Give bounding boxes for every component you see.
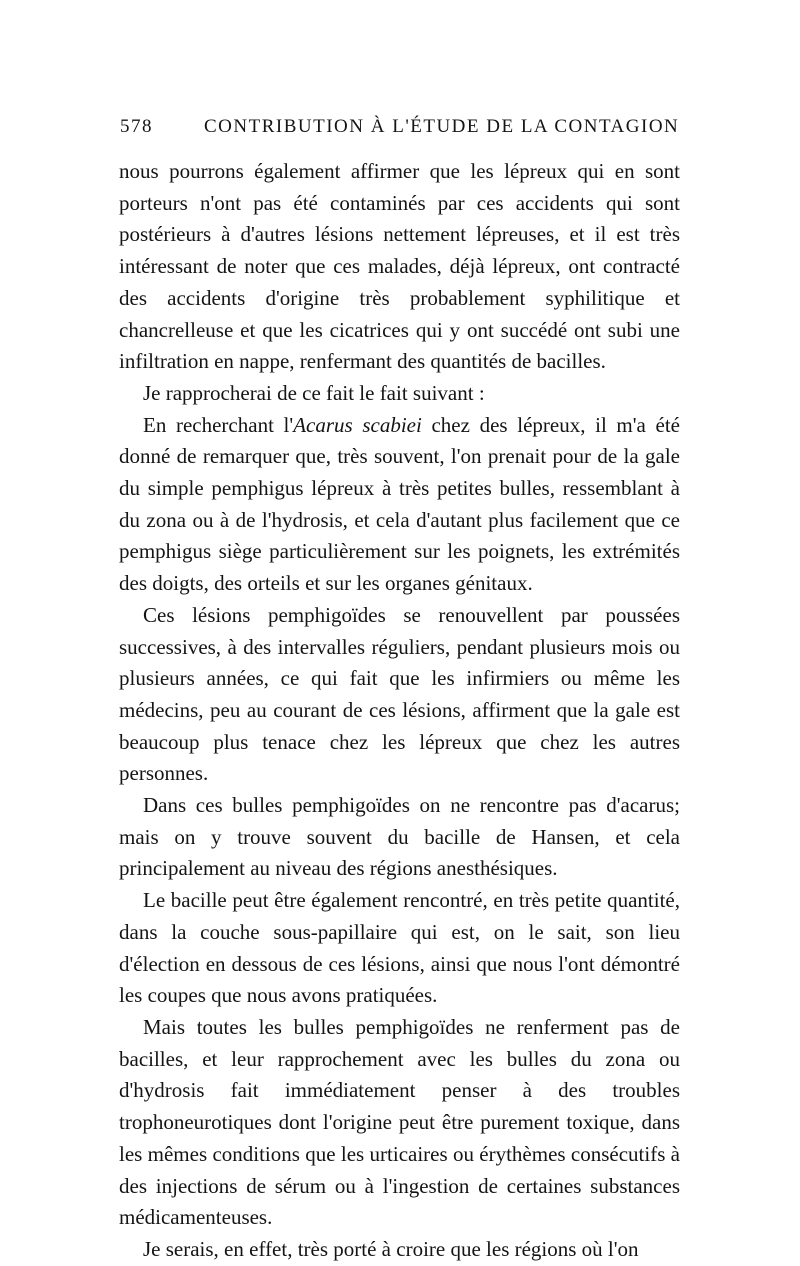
paragraph-5 <box>119 790 680 885</box>
body-text <box>119 156 680 1266</box>
paragraph-8-text: Je serais, en effet, très porté à croire que les régions où l'on <box>143 1236 639 1261</box>
paragraph-4 <box>119 600 680 790</box>
paragraph-6 <box>119 885 680 1012</box>
paragraph-3 <box>119 410 680 600</box>
paragraph-2 <box>119 378 680 410</box>
paragraph-5-text: Dans ces bulles pemphigoïdes on ne rencontre pas d'acarus; mais on y trouve souvent du bacille de Hansen, et cela principalement au niveau des régions anesthésiques. <box>119 793 680 881</box>
paragraph-4-text: Ces lésions pemphigoïdes se renouvellent par poussées successives, à des intervalles réguliers, pendant plusieurs mois ou plusieurs années, ce qui fait que les infirmiers ou même les médecins, peu au courant de ces lésions, affirment que la gale est beaucoup plus tenace chez les lépreux que chez les autres personnes. <box>119 602 680 786</box>
paragraph-1 <box>119 156 680 378</box>
paragraph-3-after-text: chez des lépreux, il m'a été donné de remarquer que, très souvent, l'on prenait pour de la gale du simple pemphigus lépreux à très petites bulles, ressemblant à du zona ou à de l'hydrosis, et cela d'autant plus facilement que ce pemphigus siège particulièrement sur les poignets, les extrémités des doigts, des orteils et sur les organes génitaux. <box>119 412 681 596</box>
paragraph-3-before-text: En recherchant l' <box>143 412 294 437</box>
paragraph-1-text: nous pourrons également affirmer que les lépreux qui en sont porteurs n'ont pas été contaminés par ces accidents qui sont postérieurs à d'autres lésions nettement lépreuses, et il est très intéressant de noter que ces malades, déjà lépreux, ont contracté des accidents d'origine très probablement syphilitique et chancrelleuse et que les cicatrices qui y ont succédé ont subi une infiltration en nappe, renfermant des quantités de bacilles. <box>119 159 680 374</box>
paragraph-7 <box>119 1012 680 1234</box>
running-title: CONTRIBUTION À L'ÉTUDE DE LA CONTAGION <box>204 116 680 137</box>
page-header <box>120 116 680 146</box>
paragraph-2-text: Je rapprocherai de ce fait le fait suivant : <box>143 380 485 405</box>
paragraph-8 <box>119 1234 680 1266</box>
paragraph-6-text: Le bacille peut être également rencontré, en très petite quantité, dans la couche sous-papillaire qui est, on le sait, son lieu d'élection en dessous de ces lésions, ainsi que nous l'ont démontré les coupes que nous avons pratiquées. <box>119 888 680 1008</box>
page-number: 578 <box>120 116 153 137</box>
paragraph-7-text: Mais toutes les bulles pemphigoïdes ne renferment pas de bacilles, et leur rapprochement avec les bulles du zona ou d'hydrosis fait immédiatement penser à des troubles trophoneurotiques dont l'origine peut être purement toxique, dans les mêmes conditions que les urticaires ou érythèmes consécutifs à des injections de sérum ou à l'ingestion de certaines substances médicamenteuses. <box>119 1014 680 1230</box>
paragraph-3-italic-term: Acarus scabiei <box>293 412 422 437</box>
